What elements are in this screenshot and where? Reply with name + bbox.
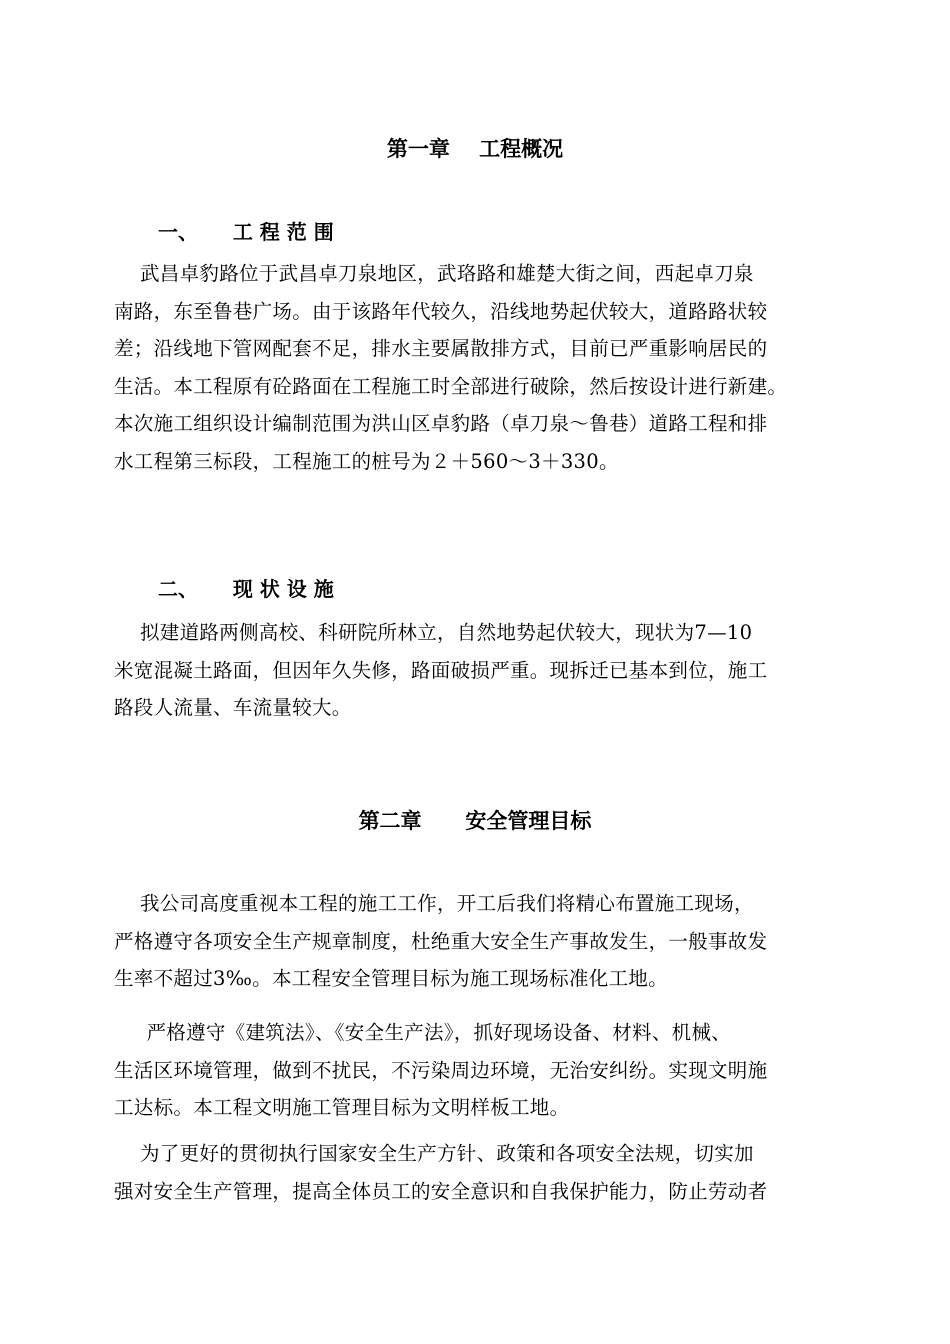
paragraph-line: 米宽混凝土路面，但因年久失修，路面破损严重。现拆迁已基本到位，施工	[114, 658, 768, 682]
paragraph-line: 本次施工组织设计编制范围为洪山区卓豹路（卓刀泉～鲁巷）道路工程和排	[114, 412, 768, 435]
chapter-2-paragraph-2	[114, 1014, 874, 1127]
paragraph-line: 武昌卓豹路位于武昌卓刀泉地区，武珞路和雄楚大街之间，西起卓刀泉	[114, 262, 754, 285]
chapter-2-paragraph-3	[114, 1135, 874, 1210]
paragraph-line: 生活区环境管理，做到不扰民，不污染周边环境，无治安纠纷。实现文明施	[114, 1058, 768, 1082]
paragraph-line: 我公司高度重视本工程的施工工作，开工后我们将精心布置施工现场，	[114, 892, 754, 915]
paragraph-line: 工达标。本工程文明施工管理目标为文明样板工地。	[114, 1096, 570, 1119]
section-1-title: 一、 工 程 范 围	[158, 220, 334, 244]
paragraph-line: 生率不超过3‰。本工程安全管理目标为施工现场标准化工地。	[114, 967, 668, 990]
paragraph-line: 严格遵守各项安全生产规章制度，杜绝重大安全生产事故发生，一般事故发	[114, 929, 768, 953]
paragraph-line: 拟建道路两侧高校、科研院所林立，自然地势起伏较大，现状为7—10	[114, 621, 753, 644]
paragraph-line: 严格遵守《建筑法》、《安全生产法》，抓好现场设备、材料、机械、	[114, 1021, 732, 1044]
section-2-paragraph	[114, 614, 874, 727]
paragraph-line: 生活。本工程原有砼路面在工程施工时全部进行破除，然后按设计进行新建。	[114, 374, 788, 398]
chapter-2-title: 第二章 安全管理目标	[358, 809, 592, 833]
paragraph-line: 南路，东至鲁巷广场。由于该路年代较久，沿线地势起伏较大，道路路状较	[114, 299, 768, 323]
paragraph-line: 水工程第三标段，工程施工的桩号为２＋560～3＋330。	[114, 449, 619, 473]
paragraph-line: 为了更好的贯彻执行国家安全生产方针、政策和各项安全法规，切实加	[114, 1142, 754, 1165]
chapter-1-title: 第一章 工程概况	[386, 137, 564, 161]
section-2-title: 二、 现 状 设 施	[158, 577, 334, 601]
section-1-paragraph	[114, 255, 874, 480]
paragraph-line: 差；沿线地下管网配套不足，排水主要属散排方式，目前已严重影响居民的	[114, 337, 768, 360]
paragraph-line: 强对安全生产管理，提高全体员工的安全意识和自我保护能力，防止劳动者	[114, 1179, 768, 1203]
chapter-2-paragraph-1	[114, 885, 874, 998]
paragraph-line: 路段人流量、车流量较大。	[114, 696, 352, 719]
